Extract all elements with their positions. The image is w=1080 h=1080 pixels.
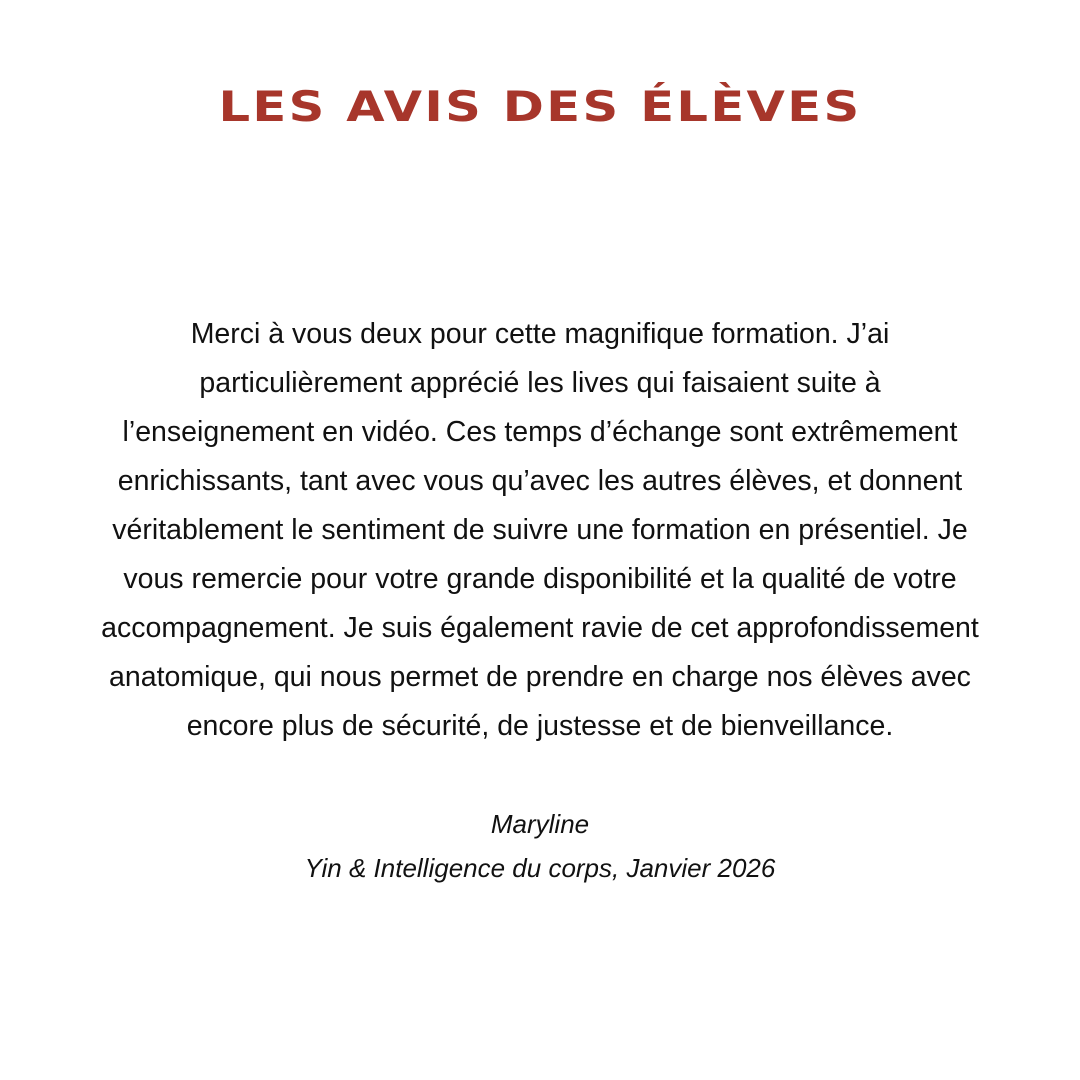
author-name: Maryline [490, 809, 590, 839]
testimonial-line: encore plus de sécurité, de justesse et de bienveillance. [186, 710, 894, 742]
testimonial-line: anatomique, qui nous permet de prendre en charge nos élèves avec [109, 661, 971, 693]
page-title: LES AVIS DES ÉLÈVES [218, 82, 862, 131]
testimonial-line: vous remercie pour votre grande disponibilité et la qualité de votre [123, 563, 957, 595]
testimonial-attribution [0, 802, 1080, 890]
course-name: Yin & Intelligence du corps, Janvier 2026 [304, 853, 776, 883]
testimonial-line: Merci à vous deux pour cette magnifique formation. J’ai [190, 318, 890, 350]
testimonial-line: véritablement le sentiment de suivre une formation en présentiel. Je [112, 514, 968, 546]
testimonial-line: accompagnement. Je suis également ravie de cet approfondissement [101, 612, 979, 644]
testimonial-text [40, 310, 1040, 751]
testimonial-line: l’enseignement en vidéo. Ces temps d’échange sont extrêmement [122, 416, 958, 448]
testimonial-line: enrichissants, tant avec vous qu’avec les autres élèves, et donnent [117, 465, 963, 497]
testimonial-line: particulièrement apprécié les lives qui faisaient suite à [199, 367, 881, 399]
